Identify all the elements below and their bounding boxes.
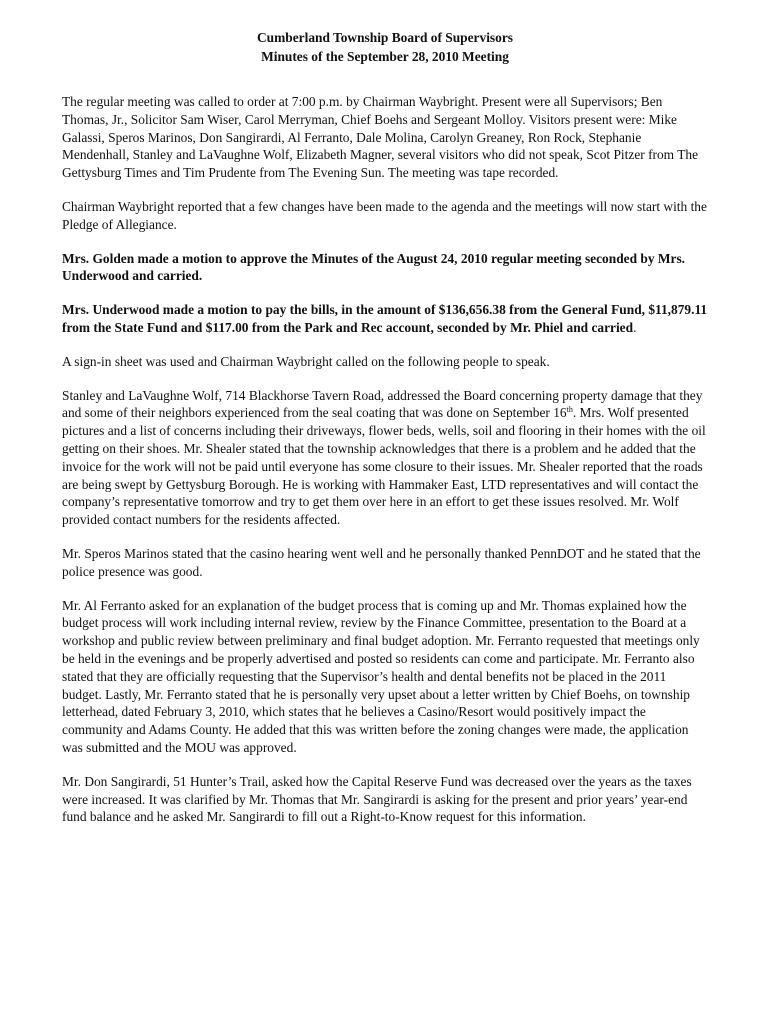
title-line-2: Minutes of the September 28, 2010 Meeting xyxy=(261,49,509,64)
title-line-1: Cumberland Township Board of Supervisors xyxy=(257,30,513,45)
wolf-text-a: Stanley and LaVaughne Wolf, 714 Blackhorse Tavern Road, addressed the Board concerning property damage that they and some of their neighbors experienced from the seal coating that was done on September 16 xyxy=(62,387,703,421)
paragraph-wolf xyxy=(62,387,708,529)
paragraph-bills-motion xyxy=(62,301,708,337)
document-body xyxy=(62,93,708,826)
paragraph-marinos: Mr. Speros Marinos stated that the casino hearing went well and he personally thanked PennDOT and he stated that the police presence was good. xyxy=(62,545,701,579)
bills-motion-text: Mrs. Underwood made a motion to pay the bills, in the amount of $136,656.38 from the General Fund, $11,879.11 from the State Fund and $117.00 from the Park and Rec account, seconded by Mr. Phiel and carried xyxy=(62,302,708,335)
paragraph-call-to-order: The regular meeting was called to order at 7:00 p.m. by Chairman Waybright. Present were all Supervisors; Ben Thomas, Jr., Solicitor Sam Wiser, Carol Merryman, Chief Boehs and Sergeant Molloy. Visitors present were: Mike Galassi, Speros Marinos, Don Sangirardi, Al Ferranto, Dale Molina, Carolyn Greaney, Ron Rock, Stephanie Mendenhall, Stanley and LaVaughne Wolf, Elizabeth Magner, several visitors who did not speak, Scot Pitzer from The Gettysburg Times and Tim Prudente from The Evening Sun. The meeting was tape recorded. xyxy=(62,94,699,181)
wolf-superscript: th xyxy=(566,405,573,415)
bills-motion-end: . xyxy=(633,319,637,335)
document-title xyxy=(62,28,708,66)
paragraph-ferranto: Mr. Al Ferranto asked for an explanation of the budget process that is coming up and Mr. Thomas explained how the budget process will work including internal review, review by the Finance Committee, presentation to the Board at a workshop and public review between preliminary and final budget adoption. Mr. Ferranto requested that meetings only be held in the evenings and be properly advertised and posted so residents can come and participate. Mr. Ferranto also stated that they are officially requesting that the Supervisor’s health and dental benefits not be placed in the 2011 budget. Lastly, Mr. Ferranto stated that he is personally very upset about a letter written by Chief Boehs, on township letterhead, dated February 3, 2010, which states that he believes a Casino/Resort would positively impact the community and Adams County. He added that this was written before the zoning changes were made, the application was submitted and the MOU was approved. xyxy=(62,597,700,755)
wolf-text-b: . Mrs. Wolf presented pictures and a list of concerns including their driveways, flower beds, wells, soil and flooring in their homes with the oil getting on their shoes. Mr. Shealer stated that the township acknowledges that there is a problem and he added that the invoice for the work will not be paid until everyone has some closure to their issues. Mr. Shealer reported that the roads are being swept by Gettysburg Borough. He is working with Hammaker East, LTD representatives and will contact the company’s representative tomorrow and try to get them over here in an effort to get these issues resolved. Mr. Wolf provided contact numbers for the residents affected. xyxy=(62,405,706,528)
paragraph-agenda-changes: Chairman Waybright reported that a few changes have been made to the agenda and the meetings will now start with the Pledge of Allegiance. xyxy=(62,198,707,232)
paragraph-sangirardi: Mr. Don Sangirardi, 51 Hunter’s Trail, asked how the Capital Reserve Fund was decreased over the years as the taxes were increased. It was clarified by Mr. Thomas that Mr. Sangirardi is asking for the present and prior years’ year-end fund balance and he asked Mr. Sangirardi to fill out a Right-to-Know request for this information. xyxy=(62,773,692,825)
paragraph-sign-in: A sign-in sheet was used and Chairman Waybright called on the following people to speak. xyxy=(62,353,550,369)
paragraph-minutes-motion: Mrs. Golden made a motion to approve the Minutes of the August 24, 2010 regular meeting seconded by Mrs. Underwood and carried. xyxy=(62,250,686,284)
